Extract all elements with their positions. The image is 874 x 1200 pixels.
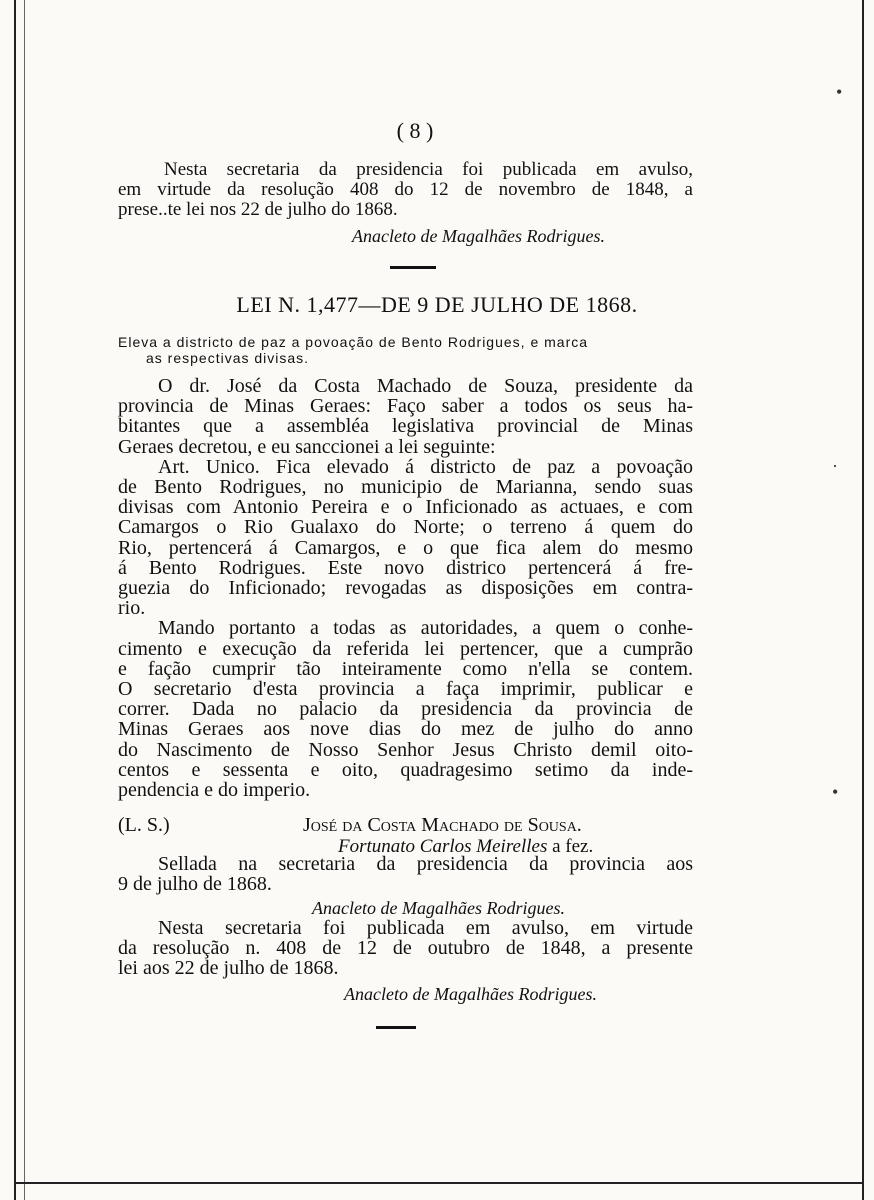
body-line: cimento e execução da referida lei pertencer, que a cumprão [118,637,693,660]
body-line: rio. [118,597,146,620]
president-signature: José da Costa Machado de Sousa. [303,814,582,836]
body-line: á Bento Rodrigues. Este novo districo pertencerá á fre- [118,556,693,579]
body-line: centos e sessenta e oito, quadragesimo setimo da inde- [118,758,693,781]
final-line: lei aos 22 de julho de 1868. [118,957,339,980]
summary-line: Eleva a districto de paz a povoação de Bento Rodrigues, e marca [118,334,589,350]
first-publication-note [118,160,693,220]
body-line: bitantes que a assembléa legislativa provincial de Minas [118,415,693,438]
law-summary [118,334,693,366]
body-line: O secretario d'esta provincia a faça imprimir, publicar e [118,678,693,701]
final-publication-note [118,918,693,979]
section-divider [390,266,436,269]
sealed-signature: Anacleto de Magalhães Rodrigues. [312,898,565,918]
body-line: pendencia e do imperio. [118,779,311,802]
clerk-suffix: a fez. [547,836,594,857]
sealed-note [118,854,693,894]
law-title: LEI N. 1,477—DE 9 DE JULHO DE 1868. [236,292,638,317]
body-line: do Nascimento de Nosso Senhor Jesus Christo demil oito- [118,738,693,761]
seal-mark: (L. S.) [118,814,170,836]
first-note-signature: Anacleto de Magalhães Rodrigues. [352,226,605,246]
body-line: Minas Geraes aos nove dias do mez de julho do anno [118,718,693,741]
note-line: Nesta secretaria da presidencia foi publicada em avulso, [164,159,693,180]
sealed-line: 9 de julho de 1868. [118,873,272,896]
final-line: da resolução n. 408 de 12 de outubro de 1848, a presente [118,937,693,960]
body-line: Camargos o Rio Gualaxo do Norte; o terreno á quem do [118,516,693,539]
body-line: Rio, pertencerá á Camargos, e o que fica alem do mesmo [118,536,693,559]
sealed-line: Sellada na secretaria da presidencia da provincia aos [158,853,693,875]
body-line: correr. Dada no palacio da presidencia da provincia de [118,698,693,721]
scan-speck: · [832,456,838,476]
body-line: Art. Unico. Fica elevado á districto de paz a povoação [158,455,693,478]
page-edge-right [862,0,864,1200]
law-body [118,376,693,800]
summary-line: as respectivas divisas. [146,350,310,366]
body-line: de Bento Rodrigues, no municipio de Marianna, sendo suas [118,476,693,499]
body-line: guezia do Inficionado; revogadas as disposições em contra- [118,577,693,600]
note-line: prese..te lei nos 22 de julho do 1868. [118,199,398,220]
final-signature: Anacleto de Magalhães Rodrigues. [344,984,597,1004]
note-line: em virtude da resolução 408 do 12 de novembro de 1848, a [118,179,693,200]
body-line: provincia de Minas Geraes: Faço saber a todos os seus ha- [118,395,693,418]
page-edge-bottom [14,1182,864,1184]
scan-speck: • [836,82,843,102]
body-line: e fação cumprir tão inteiramente como n'ella se contem. [118,657,693,680]
body-line: divisas com Antonio Pereira e o Inficionado as actuaes, e com [118,496,693,519]
page-edge-left [14,0,16,1200]
page-number: ( 8 ) [396,118,434,143]
final-line: Nesta secretaria foi publicada em avulso, em virtude [158,917,693,939]
body-line: O dr. José da Costa Machado de Souza, presidente da [158,375,693,397]
body-line: Mando portanto a todas as autoridades, a quem o conhe- [158,617,693,640]
end-divider [376,1026,416,1029]
body-line: Geraes decretou, e eu sanccionei a lei seguinte: [118,435,496,458]
scan-speck: • [832,782,839,802]
page-edge-left-inner [24,0,25,1200]
clerk-name: Fortunato Carlos Meirelles [338,836,548,857]
